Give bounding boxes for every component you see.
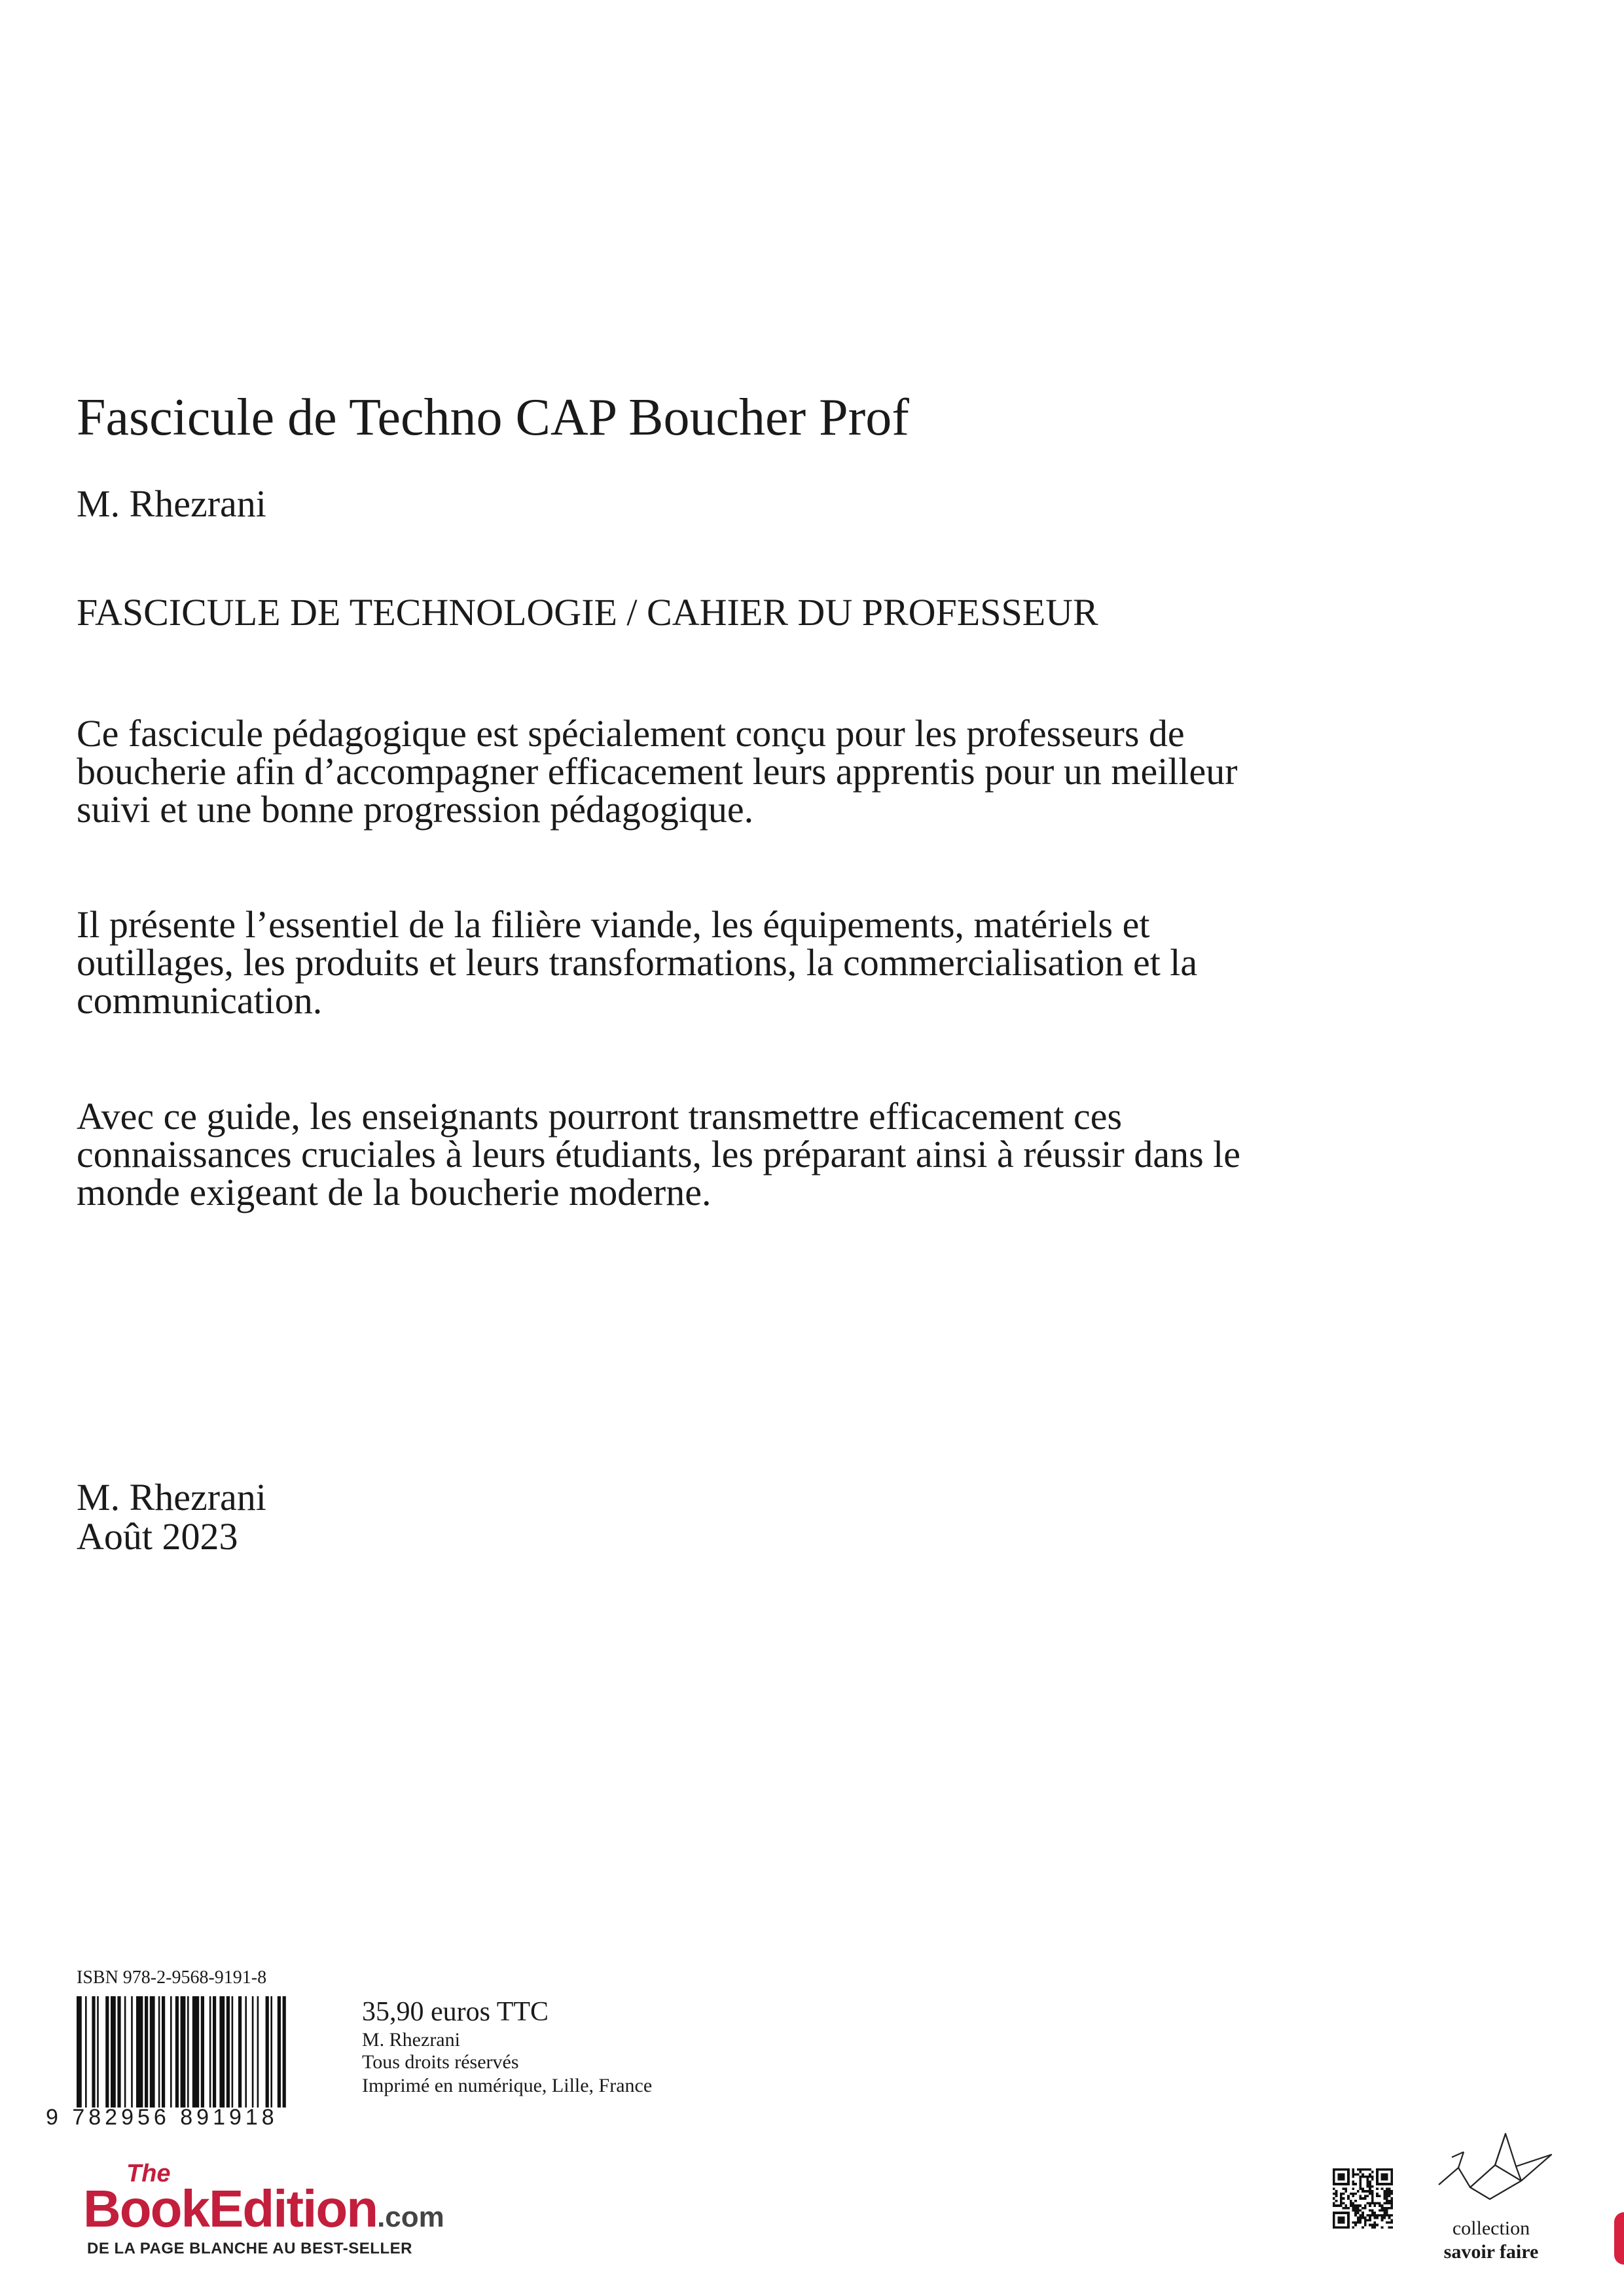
origami-crane-icon — [1432, 2127, 1557, 2212]
subheading: FASCICULE DE TECHNOLOGIE / CAHIER DU PROFESSEUR — [77, 591, 1098, 634]
description-paragraph-2: Il présente l’essentiel de la filière viande, les équipements, matériels et outillages, les produits et leurs transformations, la commercialisation et la communication. — [77, 903, 1198, 1022]
signature-name: M. Rhezrani — [77, 1476, 266, 1518]
imprint-author: M. Rhezrani — [362, 2029, 460, 2051]
price: 35,90 euros TTC — [362, 1997, 549, 2027]
imprint-printing: Imprimé en numérique, Lille, France — [362, 2075, 653, 2096]
logo-the: The — [126, 2160, 171, 2187]
book-title: Fascicule de Techno CAP Boucher Prof — [77, 389, 909, 446]
publisher-logo — [77, 2160, 469, 2261]
isbn-label: ISBN 978-2-9568-9191-8 — [77, 1967, 267, 1988]
signature-date: Août 2023 — [77, 1515, 238, 1558]
logo-tagline: DE LA PAGE BLANCHE AU BEST-SELLER — [87, 2240, 412, 2257]
qr-code-icon — [1333, 2168, 1393, 2229]
collection-name: savoir faire — [1443, 2241, 1539, 2263]
logo-wordmark — [83, 2179, 444, 2247]
imprint-rights: Tous droits réservés — [362, 2051, 519, 2073]
author-name: M. Rhezrani — [77, 482, 266, 525]
collection-label: collection — [1452, 2217, 1530, 2239]
description-paragraph-1: Ce fascicule pédagogique est spécialement conçu pour les professeurs de boucherie afin d’accompagner efficacement leurs apprentis pour un meilleur suivi et une bonne progression pédagogique. — [77, 712, 1238, 831]
barcode-icon — [77, 1996, 320, 2108]
barcode-digits: 9 782956 891918 — [46, 2105, 278, 2130]
logo-main-text: BookEdition — [83, 2179, 378, 2238]
description-paragraph-3: Avec ce guide, les enseignants pourront transmettre efficacement ces connaissances cruciales à leurs étudiants, les préparant ainsi à réussir dans le monde exigeant de la boucherie moderne. — [77, 1095, 1241, 1213]
logo-suffix: .com — [377, 2201, 444, 2233]
edge-mark — [1614, 2212, 1624, 2265]
